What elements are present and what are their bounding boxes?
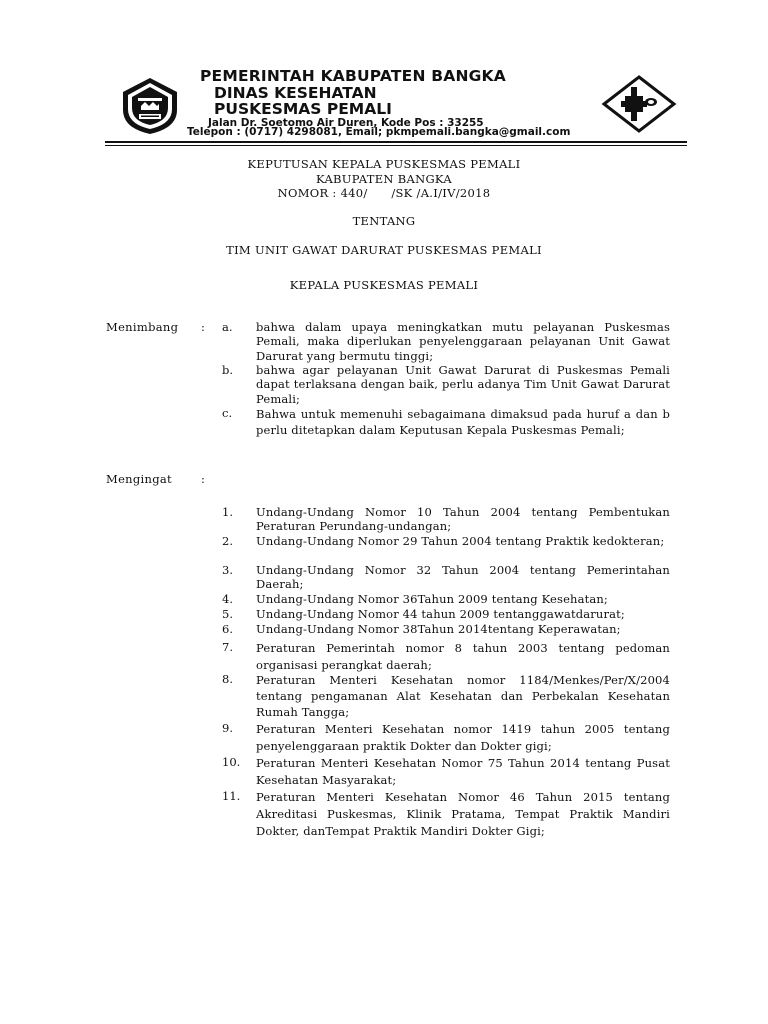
- menimbang-colon: :: [201, 320, 205, 334]
- menimbang-marker: a.: [222, 320, 233, 334]
- mengingat-marker: 10.: [222, 755, 241, 769]
- puskesmas-logo: [601, 74, 677, 134]
- decree-title: KEPUTUSAN KEPALA PUSKESMAS PEMALI: [247, 157, 521, 171]
- mengingat-item: Undang-Undang Nomor 10 Tahun 2004 tentang Pembentukan Peraturan Perundang-undangan;: [256, 505, 670, 534]
- mengingat-marker: 4.: [222, 592, 233, 606]
- letterhead-institution: PUSKESMAS PEMALI: [214, 100, 392, 118]
- menimbang-label: Menimbang: [106, 320, 179, 334]
- letterhead-text: [200, 68, 610, 129]
- mengingat-item: Peraturan Menteri Kesehatan Nomor 75 Tahun 2014 tentang Pusat Kesehatan Masyarakat;: [256, 756, 670, 787]
- decree-number: NOMOR : 440/ /SK /A.I/IV/2018: [277, 186, 491, 200]
- mengingat-marker: 7.: [222, 640, 233, 654]
- letterhead-agency: DINAS KESEHATAN: [214, 84, 377, 102]
- mengingat-item: Peraturan Menteri Kesehatan nomor 1184/Menkes/Per/X/2004 tentang pengamanan Alat Kesehatan dan Perbekalan Kesehatan Rumah Tangga;: [256, 673, 670, 719]
- mengingat-colon: :: [201, 472, 205, 486]
- mengingat-item: Peraturan Menteri Kesehatan nomor 1419 tahun 2005 tentang penyelenggaraan praktik Dokter dan Dokter gigi;: [256, 722, 670, 753]
- letterhead-contact: Telepon : (0717) 4298081, Email; pkmpemali.bangka@gmail.com: [187, 126, 571, 138]
- mengingat-item: Peraturan Pemerintah nomor 8 tahun 2003 tentang pedoman organisasi perangkat daerah;: [256, 641, 670, 672]
- mengingat-marker: 1.: [222, 505, 233, 519]
- menimbang-marker: c.: [222, 406, 233, 420]
- decree-issuer: KEPALA PUSKESMAS PEMALI: [289, 278, 479, 292]
- mengingat-item: Undang-Undang Nomor 44 tahun 2009 tentanggawatdarurat;: [256, 607, 625, 621]
- mengingat-item: Peraturan Menteri Kesehatan Nomor 46 Tahun 2015 tentang Akreditasi Puskesmas, Klinik Pratama, Tempat Praktik Mandiri Dokter, danTempat Praktik Mandiri Dokter Gigi;: [256, 790, 670, 838]
- menimbang-marker: b.: [222, 363, 234, 377]
- decree-tentang: TENTANG: [352, 214, 416, 228]
- letterhead: [105, 68, 685, 148]
- menimbang-item: bahwa dalam upaya meningkatkan mutu pelayanan Puskesmas Pemali, maka diperlukan penyelenggaraan pelayanan Unit Gawat Darurat yang bermutu tinggi;: [256, 320, 670, 363]
- letterhead-government: PEMERINTAH KABUPATEN BANGKA: [200, 67, 506, 85]
- mengingat-item: Undang-Undang Nomor 29 Tahun 2004 tentang Praktik kedokteran;: [256, 534, 665, 548]
- regency-emblem-logo: [119, 76, 181, 136]
- menimbang-item: Bahwa untuk memenuhi sebagaimana dimaksud pada huruf a dan b perlu ditetapkan dalam Keputusan Kepala Puskesmas Pemali;: [256, 407, 670, 437]
- mengingat-marker: 3.: [222, 563, 233, 577]
- mengingat-item: Undang-Undang Nomor 32 Tahun 2004 tentang Pemerintahan Daerah;: [256, 563, 670, 592]
- mengingat-marker: 5.: [222, 607, 233, 621]
- mengingat-label: Mengingat: [106, 472, 172, 486]
- mengingat-marker: 8.: [222, 672, 233, 686]
- decree-subject: TIM UNIT GAWAT DARURAT PUSKESMAS PEMALI: [226, 243, 542, 257]
- mengingat-marker: 6.: [222, 622, 233, 636]
- letterhead-rule: [105, 141, 687, 143]
- mengingat-item: Undang-Undang Nomor 38Tahun 2014tentang Keperawatan;: [256, 622, 621, 636]
- menimbang-item: bahwa agar pelayanan Unit Gawat Darurat di Puskesmas Pemali dapat terlaksana dengan baik, perlu adanya Tim Unit Gawat Darurat Pemali;: [256, 363, 670, 406]
- mengingat-marker: 11.: [222, 789, 241, 803]
- letterhead-rule-thin: [105, 145, 687, 146]
- mengingat-item: Undang-Undang Nomor 36Tahun 2009 tentang Kesehatan;: [256, 592, 608, 606]
- decree-regency: KABUPATEN BANGKA: [316, 172, 452, 186]
- letterhead-address: Jalan Dr. Soetomo Air Duren, Kode Pos : 33255: [208, 117, 484, 129]
- mengingat-marker: 9.: [222, 721, 233, 735]
- mengingat-marker: 2.: [222, 534, 233, 548]
